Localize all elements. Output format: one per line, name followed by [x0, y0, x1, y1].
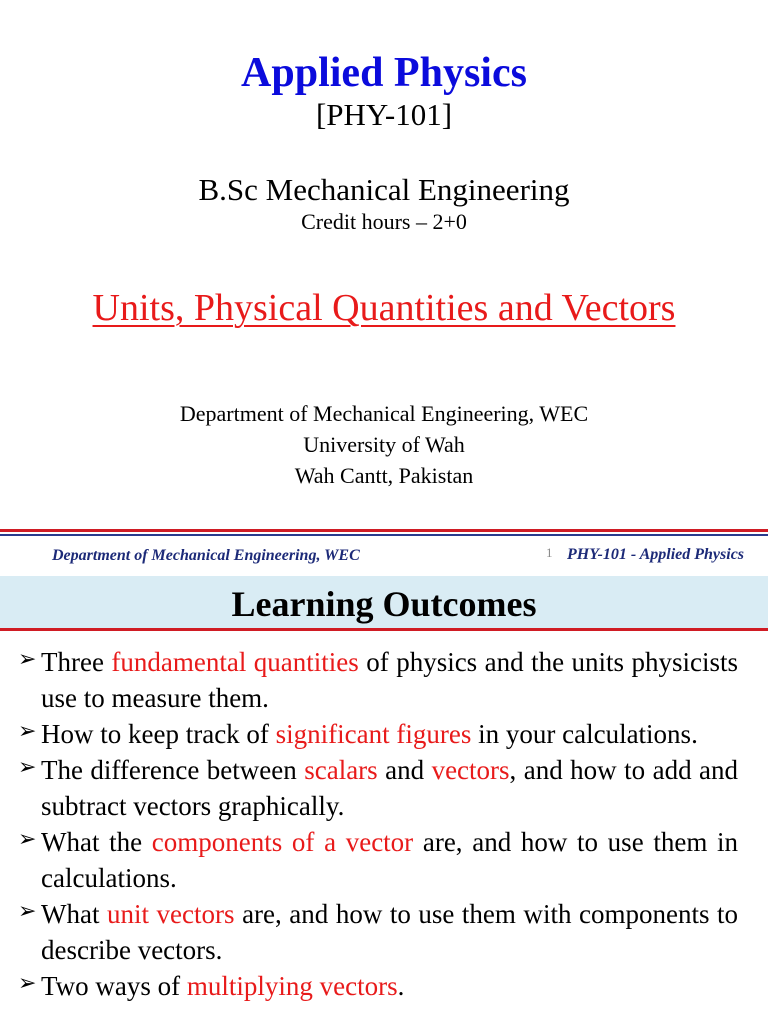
item-text: How to keep track of [41, 719, 276, 749]
list-item [18, 752, 738, 824]
arrow-bullet-icon: ➢ [18, 826, 37, 851]
arrow-bullet-icon: ➢ [18, 754, 37, 779]
list-item [18, 968, 738, 1004]
program-name: B.Sc Mechanical Engineering [198, 172, 570, 207]
highlighted-term: multiplying vectors [186, 971, 398, 1001]
slide-title: Learning Outcomes [231, 584, 537, 624]
arrow-bullet-icon: ➢ [18, 718, 37, 743]
credit-hours: Credit hours – 2+0 [301, 209, 467, 234]
item-text: are, and how to use them with components to describe vectors. [41, 899, 738, 965]
course-code: [PHY-101] [315, 97, 453, 132]
item-text: and [377, 755, 432, 785]
title-divider [0, 628, 768, 631]
highlighted-term: fundamental quantities [111, 647, 359, 677]
address-line: University of Wah [303, 432, 465, 457]
list-item [18, 716, 738, 752]
item-text: Two ways of [41, 971, 187, 1001]
course-title: Applied Physics [241, 50, 527, 96]
slide-number: 1 [546, 545, 553, 560]
lecture-topic: Units, Physical Quantities and Vectors [92, 287, 676, 329]
item-text: The difference between [41, 755, 305, 785]
address-line: Department of Mechanical Engineering, WEC [179, 401, 589, 426]
list-item [18, 824, 738, 896]
footer-divider-red [0, 529, 768, 532]
item-text: in your calculations. [471, 719, 698, 749]
item-text: What the [41, 827, 152, 857]
item-text: are, and how to use them in calculations. [41, 827, 738, 893]
learning-outcomes-slide [0, 576, 768, 1024]
list-item [18, 644, 738, 716]
highlighted-term: vectors [431, 755, 510, 785]
highlighted-term: scalars [304, 755, 378, 785]
highlighted-term: components of a vector [151, 827, 414, 857]
item-text: , and how to add and subtract vectors graphically. [41, 755, 739, 821]
arrow-bullet-icon: ➢ [18, 970, 37, 995]
item-text: . [397, 971, 405, 1001]
institution-address [0, 398, 768, 491]
footer-department: Department of Mechanical Engineering, WEC [52, 547, 360, 564]
item-text: Three [41, 647, 112, 677]
arrow-bullet-icon: ➢ [18, 646, 37, 671]
item-text: of physics and the units physicists use to measure them. [41, 647, 738, 713]
highlighted-term: unit vectors [107, 899, 235, 929]
item-text: What [41, 899, 108, 929]
highlighted-term: significant figures [275, 719, 472, 749]
arrow-bullet-icon: ➢ [18, 898, 37, 923]
footer-course: PHY-101 - Applied Physics [567, 546, 745, 563]
list-item [18, 896, 738, 968]
address-line: Wah Cantt, Pakistan [294, 463, 474, 488]
footer-divider-blue [0, 534, 768, 536]
outcomes-list [18, 644, 738, 1004]
